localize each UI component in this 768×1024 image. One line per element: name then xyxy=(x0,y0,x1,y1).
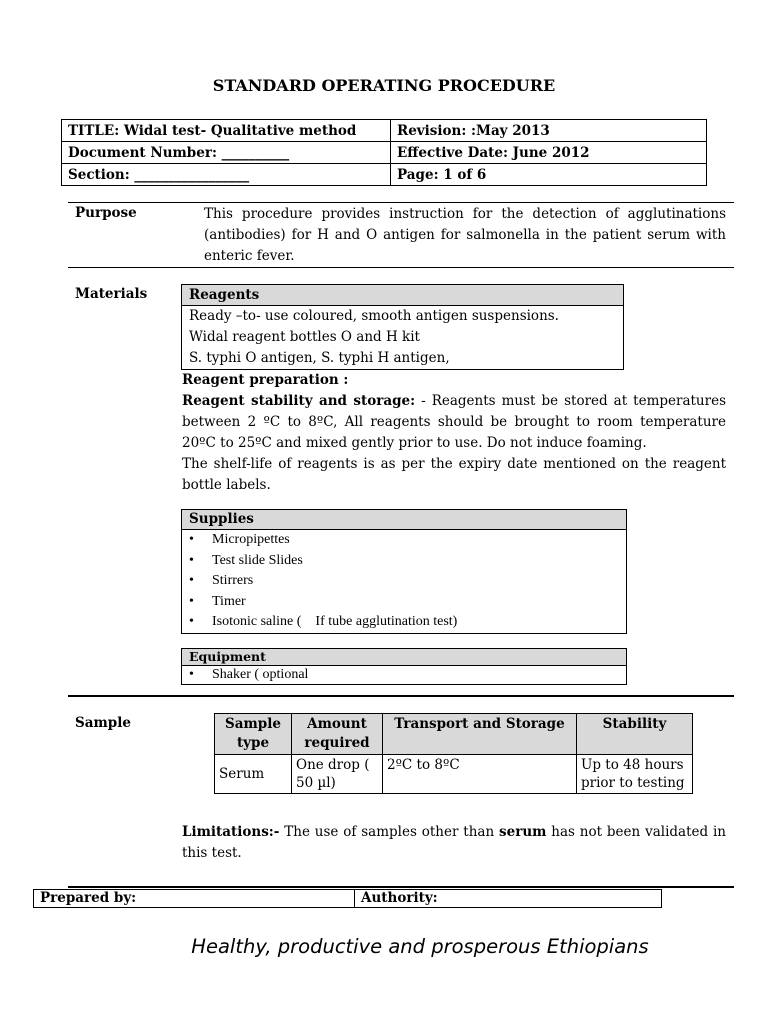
column-header: Sample type xyxy=(215,714,292,755)
section-cell: Section: _________________ xyxy=(62,164,391,186)
supplies-box xyxy=(181,509,627,634)
divider xyxy=(68,202,734,203)
equipment-heading: Equipment xyxy=(182,649,626,666)
sample-label: Sample xyxy=(75,715,131,731)
supply-item: Test slide Slides xyxy=(212,552,303,568)
authority-cell: Authority: xyxy=(355,890,662,908)
list-item xyxy=(182,666,626,684)
footer-slogan: Healthy, productive and prosperous Ethiopians xyxy=(191,935,649,958)
column-header: Amount required xyxy=(292,714,383,755)
reagent-item: Ready –to- use coloured, smooth antigen suspensions. xyxy=(189,308,559,324)
bullet-icon: • xyxy=(189,667,194,682)
page-number-cell: Page: 1 of 6 xyxy=(391,164,707,186)
reagent-preparation xyxy=(182,370,726,496)
supply-item: Stirrers xyxy=(212,573,254,588)
reagents-box xyxy=(181,284,624,370)
supply-item: Timer xyxy=(212,593,246,609)
reagent-preparation-heading: Reagent preparation : xyxy=(182,372,349,388)
document-number-cell: Document Number: __________ xyxy=(62,142,391,164)
table-header-row xyxy=(215,714,693,755)
doc-title-cell: TITLE: Widal test- Qualitative method xyxy=(62,120,391,142)
revision-cell: Revision: :May 2013 xyxy=(391,120,707,142)
list-item xyxy=(182,571,626,592)
equipment-list xyxy=(182,666,626,684)
reagent-item: Widal reagent bottles O and H kit xyxy=(189,329,420,345)
bullet-icon: • xyxy=(189,532,194,547)
limitations-text: The use of samples other than xyxy=(279,824,500,840)
reagent-stability-paragraph xyxy=(182,391,726,454)
table-cell: Up to 48 hours prior to testing xyxy=(577,755,693,794)
supply-item: Isotonic saline ( If tube agglutination test) xyxy=(212,614,458,629)
bullet-icon: • xyxy=(189,614,194,629)
divider xyxy=(68,886,734,888)
materials-label: Materials xyxy=(75,286,148,302)
purpose-label: Purpose xyxy=(75,205,137,221)
limitations-text: has not been validated in this test. xyxy=(182,824,726,861)
list-item xyxy=(182,592,626,613)
column-header: Transport and Storage xyxy=(383,714,577,755)
divider xyxy=(68,695,734,697)
supplies-heading: Supplies xyxy=(182,510,626,530)
divider xyxy=(68,267,734,268)
list-item xyxy=(182,530,626,551)
bullet-icon: • xyxy=(189,573,194,588)
column-header: Stability xyxy=(577,714,693,755)
document-header-table xyxy=(61,119,707,186)
bullet-icon: • xyxy=(189,552,194,568)
supplies-list xyxy=(182,530,626,633)
reagent-item: S. typhi O antigen, S. typhi H antigen, xyxy=(189,350,450,366)
table-cell: 2ºC to 8ºC xyxy=(383,755,577,794)
page-title: STANDARD OPERATING PROCEDURE xyxy=(212,76,556,95)
list-item xyxy=(182,551,626,572)
prepared-by-cell: Prepared by: xyxy=(34,890,355,908)
equipment-item: Shaker ( optional xyxy=(212,667,309,682)
signature-table xyxy=(33,889,662,908)
limitations-label: Limitations:- xyxy=(182,824,280,840)
table-cell: One drop ( 50 µl) xyxy=(292,755,383,794)
limitations-paragraph xyxy=(182,822,726,864)
shelf-life-paragraph: The shelf-life of reagents is as per the expiry date mentioned on the reagent bottle labels. xyxy=(182,456,726,493)
effective-date-cell: Effective Date: June 2012 xyxy=(391,142,707,164)
reagents-heading: Reagents xyxy=(182,285,623,306)
list-item xyxy=(182,612,626,633)
table-row xyxy=(215,755,693,794)
equipment-box xyxy=(181,648,627,685)
stability-text: - Reagents must be stored at temperatures between 2 ºC to 8ºC, All reagents should be brought to room temperature 20ºC to 25ºC and mixed gently prior to use. Do not induce foaming. xyxy=(182,393,726,451)
bullet-icon: • xyxy=(189,593,194,609)
table-cell: Serum xyxy=(215,755,292,794)
purpose-text: This procedure provides instruction for the detection of agglutinations (antibodies) for H and O antigen for salmonella in the patient serum with enteric fever. xyxy=(204,206,726,264)
limitations-emphasis: serum xyxy=(499,824,547,840)
stability-label: Reagent stability and storage: xyxy=(182,393,416,409)
supply-item: Micropipettes xyxy=(212,532,290,547)
sample-table xyxy=(214,713,693,794)
